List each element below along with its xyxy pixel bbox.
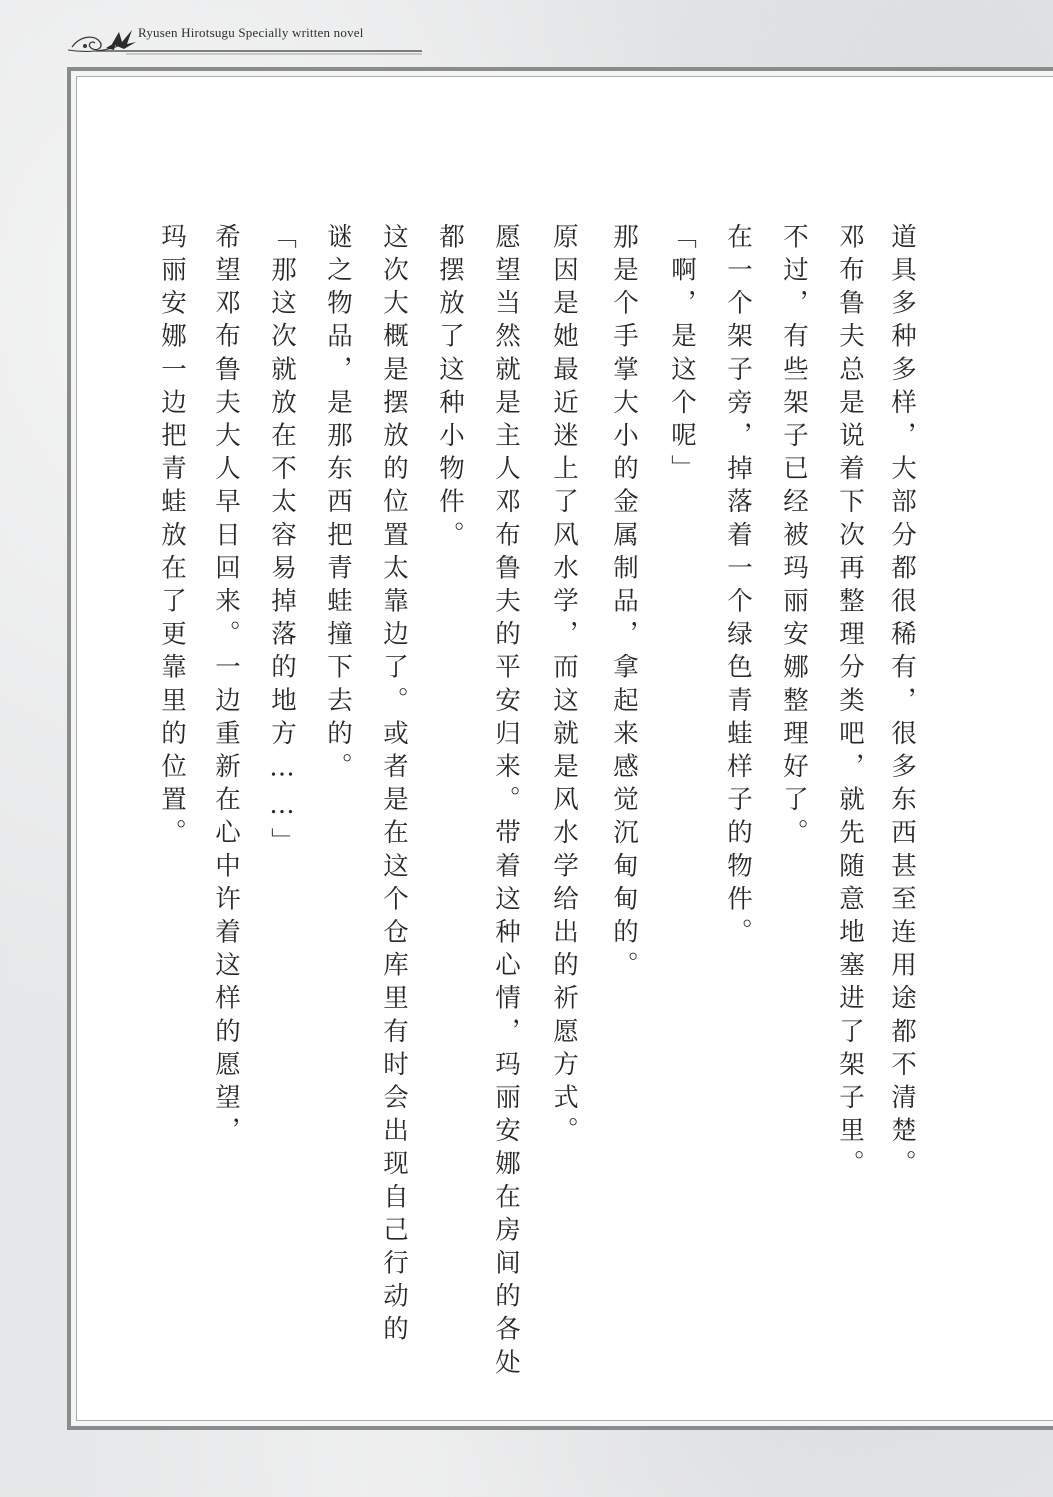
text-column-5: 「啊，是这个呢」 — [667, 223, 697, 488]
text-column-9: 都摆放了这种小物件。 — [435, 223, 465, 554]
text-column-2: 邓布鲁夫总是说着下次再整理分类吧，就先随意地塞进了架子里。 — [835, 223, 865, 1183]
page-body — [76, 76, 1053, 1421]
text-column-10: 这次大概是摆放的位置太靠边了。或者是在这个仓库里有时会出现自己行动的 — [379, 223, 409, 1349]
text-column-11: 谜之物品，是那东西把青蛙撞下去的。 — [323, 223, 353, 786]
header-title: Ryusen Hirotsugu Specially written novel — [138, 25, 364, 40]
text-column-12: 「那这次就放在不太容易掉落的地方……」 — [267, 223, 297, 861]
text-column-6: 那是个手掌大小的金属制品，拿起来感觉沉甸甸的。 — [609, 223, 639, 985]
text-column-3: 不过，有些架子已经被玛丽安娜整理好了。 — [779, 223, 809, 852]
text-column-14: 玛丽安娜一边把青蛙放在了更靠里的位置。 — [157, 223, 187, 852]
text-column-4: 在一个架子旁，掉落着一个绿色青蛙样子的物件。 — [723, 223, 753, 952]
text-column-8: 愿望当然就是主人邓布鲁夫的平安归来。带着这种心情，玛丽安娜在房间的各处 — [491, 223, 521, 1382]
text-column-1: 道具多种多样，大部分都很稀有，很多东西甚至连用途都不清楚。 — [887, 223, 917, 1183]
page-header — [66, 20, 426, 60]
text-column-13: 希望邓布鲁夫大人早日回来。一边重新在心中许着这样的愿望， — [211, 223, 241, 1150]
page-frame — [67, 67, 1053, 1430]
text-column-7: 原因是她最近迷上了风水学，而这就是风水学给出的祈愿方式。 — [549, 223, 579, 1150]
